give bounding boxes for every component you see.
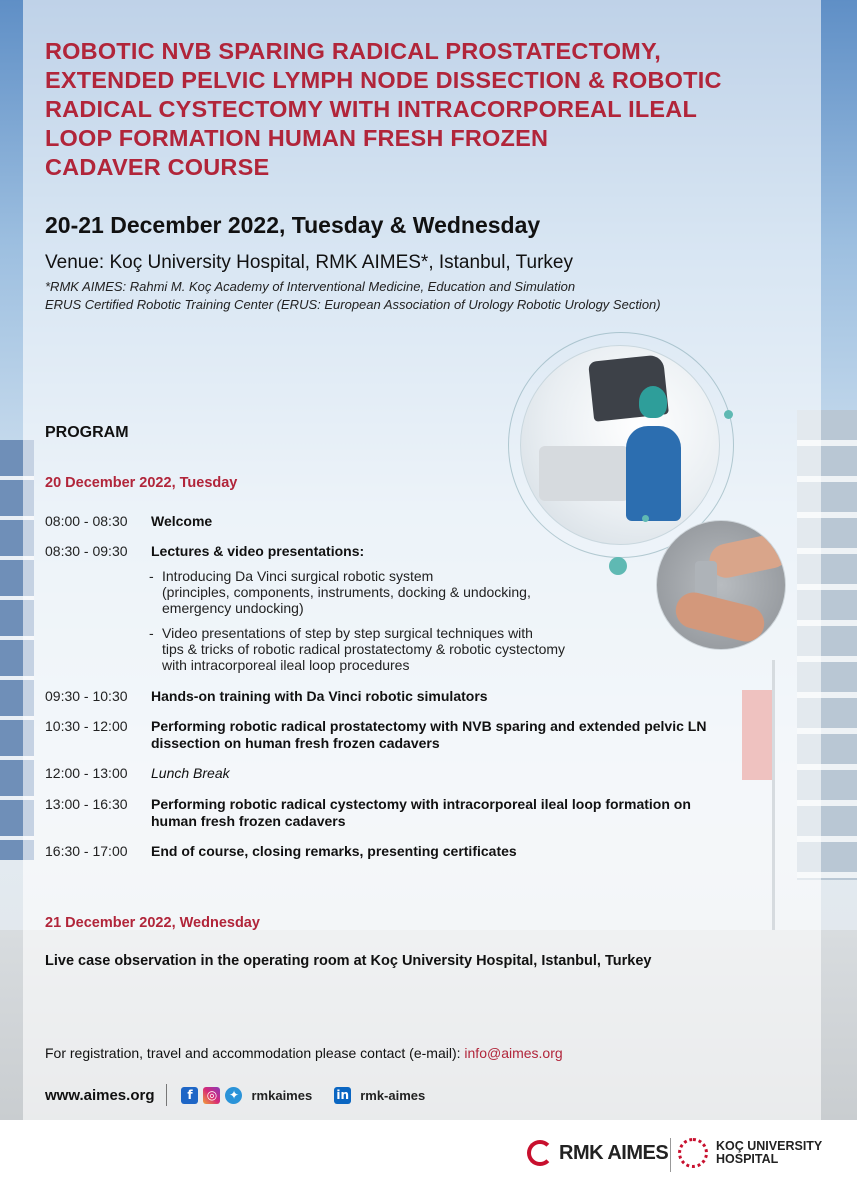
program-heading: PROGRAM [45,424,129,441]
decorative-dot [724,410,733,419]
contact-email-link[interactable]: info@aimes.org [464,1045,563,1061]
schedule-desc: Lectures & video presentations: [151,543,365,559]
social-handle[interactable]: rmkaimes [251,1087,313,1103]
rmk-aimes-logo-icon [527,1140,553,1166]
schedule-time: 12:00 - 13:00 [45,765,128,781]
linkedin-icon[interactable]: in [334,1087,351,1104]
live-case-text: Live case observation in the operating room at Koç University Hospital, Istanbul, Turkey [45,953,652,969]
twitter-icon[interactable]: ✦ [225,1087,242,1104]
rmk-aimes-logo-text: RMK AIMES [559,1141,669,1164]
course-dates: 20-21 December 2022, Tuesday & Wednesday [45,212,541,238]
venue: Venue: Koç University Hospital, RMK AIMES*, Istanbul, Turkey [45,252,574,273]
contact-text: For registration, travel and accommodation please contact (e-mail): [45,1045,465,1061]
koc-logo-line2: HOSPITAL [716,1152,779,1166]
schedule-desc: Performing robotic radical cystectomy with intracorporeal ileal loop formation on human fresh frozen cadavers [151,796,691,829]
koc-logo-line1: KOÇ UNIVERSITY [716,1139,823,1153]
schedule-desc: Hands-on training with Da Vinci robotic simulators [151,688,488,704]
title-line: ROBOTIC NVB SPARING RADICAL PROSTATECTOMY, [45,38,661,64]
day1-heading: 20 December 2022, Tuesday [45,475,238,491]
facebook-icon[interactable]: f [181,1087,198,1104]
day2-heading: 21 December 2022, Wednesday [45,915,260,931]
schedule-desc: Performing robotic radical prostatectomy with NVB sparing and extended pelvic LN dissection on human fresh frozen cadavers [151,718,707,751]
rmk-aimes-logo [527,1140,668,1166]
contact-line [45,1045,563,1061]
schedule-time: 09:30 - 10:30 [45,688,128,704]
title-line: LOOP FORMATION HUMAN FRESH FROZEN [45,125,549,151]
schedule-desc: Lunch Break [151,765,230,781]
divider [166,1084,167,1106]
schedule-time: 08:00 - 08:30 [45,513,128,529]
footnote-rmk-aimes: *RMK AIMES: Rahmi M. Koç Academy of Interventional Medicine, Education and Simulation [45,279,576,294]
social-bar [45,1084,447,1106]
instagram-icon[interactable]: ◎ [203,1087,220,1104]
footnote-erus: ERUS Certified Robotic Training Center (ERUS: European Association of Urology Robotic Urology Section) [45,297,661,312]
schedule-time: 16:30 - 17:00 [45,843,128,859]
title-line: CADAVER COURSE [45,154,270,180]
koc-logo-icon [678,1138,708,1168]
title-line: RADICAL CYSTECTOMY WITH INTRACORPOREAL ILEAL [45,96,698,122]
logo-divider [670,1138,671,1172]
course-title [45,37,805,182]
schedule-time: 10:30 - 12:00 [45,718,128,734]
title-line: EXTENDED PELVIC LYMPH NODE DISSECTION & ROBOTIC [45,67,722,93]
schedule-desc: Welcome [151,513,213,529]
schedule-time: 13:00 - 16:30 [45,796,128,812]
koc-university-hospital-logo [678,1138,822,1168]
website-link[interactable]: www.aimes.org [45,1086,155,1104]
schedule-desc: End of course, closing remarks, presenting certificates [151,843,517,859]
hands-controls-photo [656,520,786,650]
schedule-time: 08:30 - 09:30 [45,543,128,559]
linkedin-handle[interactable]: rmk-aimes [360,1087,426,1103]
